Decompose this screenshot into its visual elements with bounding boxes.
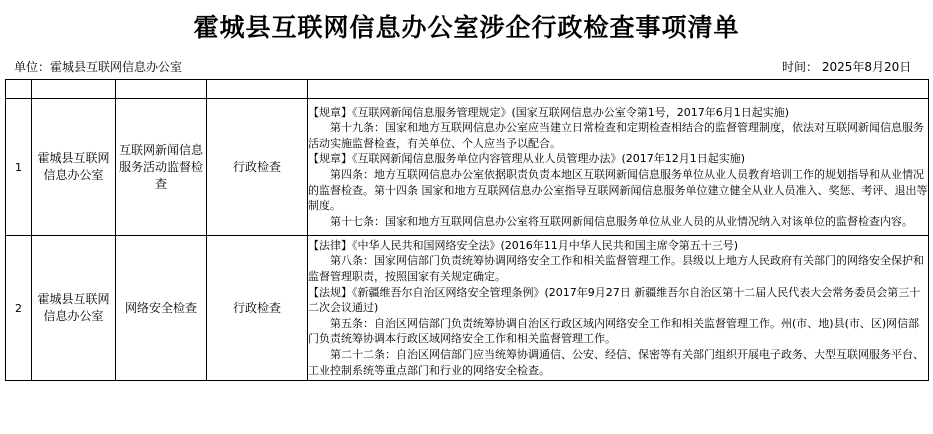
basis-heading: 【规章】《互联网新闻信息服务单位内容管理从业人员管理办法》(2017年12月1日起实施) [308, 152, 746, 166]
header-cell [116, 80, 207, 99]
table-row [6, 99, 929, 236]
table-row [6, 236, 929, 381]
date-label: 时间： 2025年8月20日 [782, 60, 912, 74]
basis-article: 第十九条：国家和地方互联网信息办公室应当建立日常检查和定期检查相结合的监督管理制度，依法对互联网新闻信息服务活动实施监督检查，有关单位、个人应当予以配合。 [308, 121, 924, 150]
header-cell [308, 80, 929, 99]
basis-heading: 【规章】《互联网新闻信息服务管理规定》(国家互联网信息办公室令第1号，2017年6月1日起实施) [308, 105, 790, 119]
unit-label: 单位：霍城县互联网信息办公室 [14, 60, 183, 74]
basis-heading: 【法规】《新疆维吾尔自治区网络安全管理条例》(2017年9月27日 新疆维吾尔自治区第十二届人民代表大会常务委员会第三十二次会议通过) [308, 285, 921, 315]
basis-article: 第二十二条：自治区网信部门应当统筹协调通信、公安、经信、保密等有关部门组织开展电子政务、大型互联网服务平台、工业控制系统等重点部门和行业的网络安全检查。 [308, 347, 924, 377]
header-cell [32, 80, 116, 99]
basis-article: 第八条：国家网信部门负责统筹协调网络安全工作和相关监督管理工作。县级以上地方人民政府有关部门的网络安全保护和监督管理职责，按照国家有关规定确定。 [308, 254, 924, 284]
row-number: 1 [6, 99, 32, 236]
basis-article: 第十七条：国家和地方互联网信息办公室将互联网新闻信息服务单位从业人员的从业情况纳入对该单位的监督检查内容。 [330, 214, 913, 228]
basis-article: 第四条：地方互联网信息办公室依据职责负责本地区互联网新闻信息服务单位从业人员教育培训工作的规划指导和从业情况的监督检查。第十四条 国家和地方互联网信息办公室指导互联网新闻信息服务单位建立健全从业人员准入、奖惩、考评、退出等制度。 [308, 168, 928, 213]
inspection-type-cell: 行政检查 [207, 236, 308, 381]
page-title: 霍城县互联网信息办公室涉企行政检查事项清单 [193, 13, 740, 42]
inspection-items-table [5, 79, 929, 381]
inspection-item-cell: 网络安全检查 [116, 236, 207, 381]
department-cell: 霍城县互联网信息办公室 [32, 99, 116, 236]
legal-basis-cell [308, 99, 929, 236]
basis-article: 第五条：自治区网信部门负责统筹协调自治区行政区域内网络安全工作和相关监督管理工作。州(市、地)县(市、区)网信部门负责统筹协调本行政区域网络安全工作和相关监督管理工作。 [308, 316, 920, 346]
header-cell [6, 80, 32, 99]
department-cell: 霍城县互联网信息办公室 [32, 236, 116, 381]
inspection-type-cell: 行政检查 [207, 99, 308, 236]
legal-basis-cell [308, 236, 929, 381]
table-header-row [6, 80, 929, 99]
inspection-item-cell: 互联网新闻信息服务活动监督检查 [116, 99, 207, 236]
basis-heading: 【法律】《中华人民共和国网络安全法》(2016年11月中华人民共和国主席令第五十三号) [308, 238, 739, 252]
header-cell [207, 80, 308, 99]
row-number: 2 [6, 236, 32, 381]
